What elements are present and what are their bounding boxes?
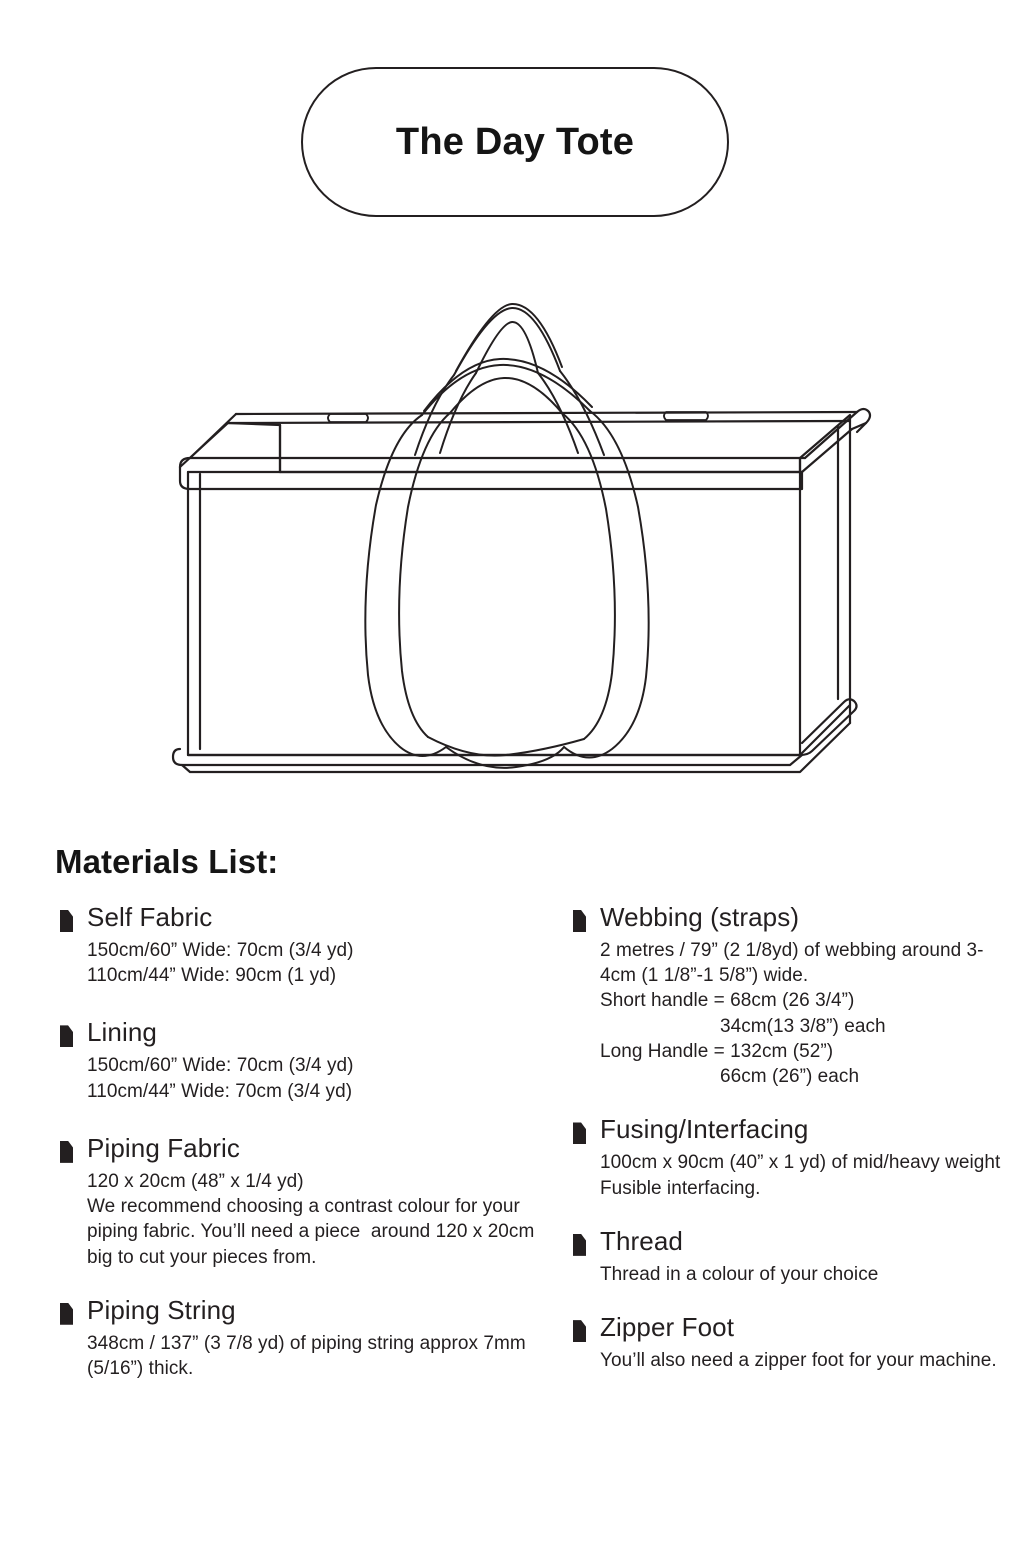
materials-list-heading: Materials List:: [55, 843, 279, 880]
detail-line: Long Handle = 132cm (52”): [600, 1040, 834, 1062]
material-item-lining: [60, 1018, 550, 1103]
page-bullet-icon: [60, 1303, 73, 1325]
material-item-header: [573, 903, 1018, 933]
page-bullet-icon: [573, 1320, 586, 1342]
page-title-pill: [301, 67, 729, 217]
detail-line-indented: 66cm (26”) each: [720, 1066, 860, 1088]
material-item-thread: [573, 1227, 1018, 1287]
material-item-title: Piping String: [87, 1294, 236, 1325]
detail-line: You’ll also need a zipper foot for your machine.: [600, 1349, 997, 1371]
detail-line: Thread in a colour of your choice: [600, 1263, 879, 1285]
material-item-details: [87, 1053, 550, 1104]
page-title: The Day Tote: [395, 120, 635, 163]
material-item-title: Self Fabric: [87, 902, 213, 932]
material-item-details: [600, 1262, 1018, 1287]
detail-line: 348cm / 137” (3 7/8 yd) of piping string approx 7mm (5/16”) thick.: [87, 1332, 532, 1379]
material-item-header: [573, 1313, 1018, 1343]
material-item-self-fabric: [60, 903, 550, 988]
material-item-title: Fusing/Interfacing: [600, 1114, 809, 1145]
detail-line: 110cm/44” Wide: 70cm (3/4 yd): [87, 1080, 353, 1102]
material-item-title: Lining: [87, 1017, 157, 1048]
detail-line: 120 x 20cm (48” x 1/4 yd): [87, 1170, 304, 1192]
material-item-details: [600, 1150, 1018, 1201]
material-item-details: [600, 1348, 1018, 1373]
material-item-header: [60, 903, 550, 933]
materials-right-column: [573, 903, 1018, 1377]
material-item-title: Zipper Foot: [600, 1312, 735, 1343]
page-bullet-icon: [573, 1234, 586, 1256]
detail-line: Short handle = 68cm (26 3/4”): [600, 990, 855, 1012]
material-item-header: [60, 1134, 550, 1164]
material-item-details: [87, 1169, 550, 1270]
bag-body: [173, 409, 870, 772]
material-item-piping-string: [60, 1296, 550, 1381]
long-handles: [365, 359, 648, 768]
detail-line: 2 metres / 79” (2 1/8yd) of webbing around 3-4cm (1 1/8”-1 5/8”) wide.: [600, 939, 984, 987]
material-item-header: [573, 1227, 1018, 1257]
page-bullet-icon: [60, 1141, 73, 1163]
tote-bag-illustration: [160, 275, 880, 820]
page-bullet-icon: [573, 1122, 586, 1144]
material-item-header: [60, 1296, 550, 1326]
material-item-fusing-interfacing: [573, 1115, 1018, 1200]
page-bullet-icon: [60, 910, 73, 932]
detail-line-indented: 34cm(13 3/8”) each: [720, 1015, 886, 1037]
materials-left-column: [60, 903, 550, 1385]
material-item-zipper-foot: [573, 1313, 1018, 1373]
page-bullet-icon: [573, 910, 586, 932]
detail-line: We recommend choosing a contrast colour for your piping fabric. You’ll need a piece around 120 x 20cm big to cut your pieces from.: [87, 1196, 540, 1268]
material-item-details: [87, 1331, 550, 1382]
detail-line: 110cm/44” Wide: 90cm (1 yd): [87, 965, 337, 987]
detail-line: 100cm x 90cm (40” x 1 yd) of mid/heavy weight Fusible interfacing.: [600, 1152, 1006, 1199]
material-item-details: [87, 938, 550, 989]
short-handles: [415, 304, 604, 455]
material-item-title: Piping Fabric: [87, 1132, 241, 1163]
material-item-title: Webbing (straps): [600, 902, 800, 932]
detail-line: 150cm/60” Wide: 70cm (3/4 yd): [87, 1055, 354, 1077]
page-bullet-icon: [60, 1025, 73, 1047]
material-item-header: [573, 1115, 1018, 1145]
detail-line: 150cm/60” Wide: 70cm (3/4 yd): [87, 939, 354, 961]
material-item-header: [60, 1018, 550, 1048]
material-item-title: Thread: [600, 1225, 683, 1256]
material-item-details: [600, 938, 1018, 1090]
material-item-webbing: [573, 903, 1018, 1089]
material-item-piping-fabric: [60, 1134, 550, 1270]
